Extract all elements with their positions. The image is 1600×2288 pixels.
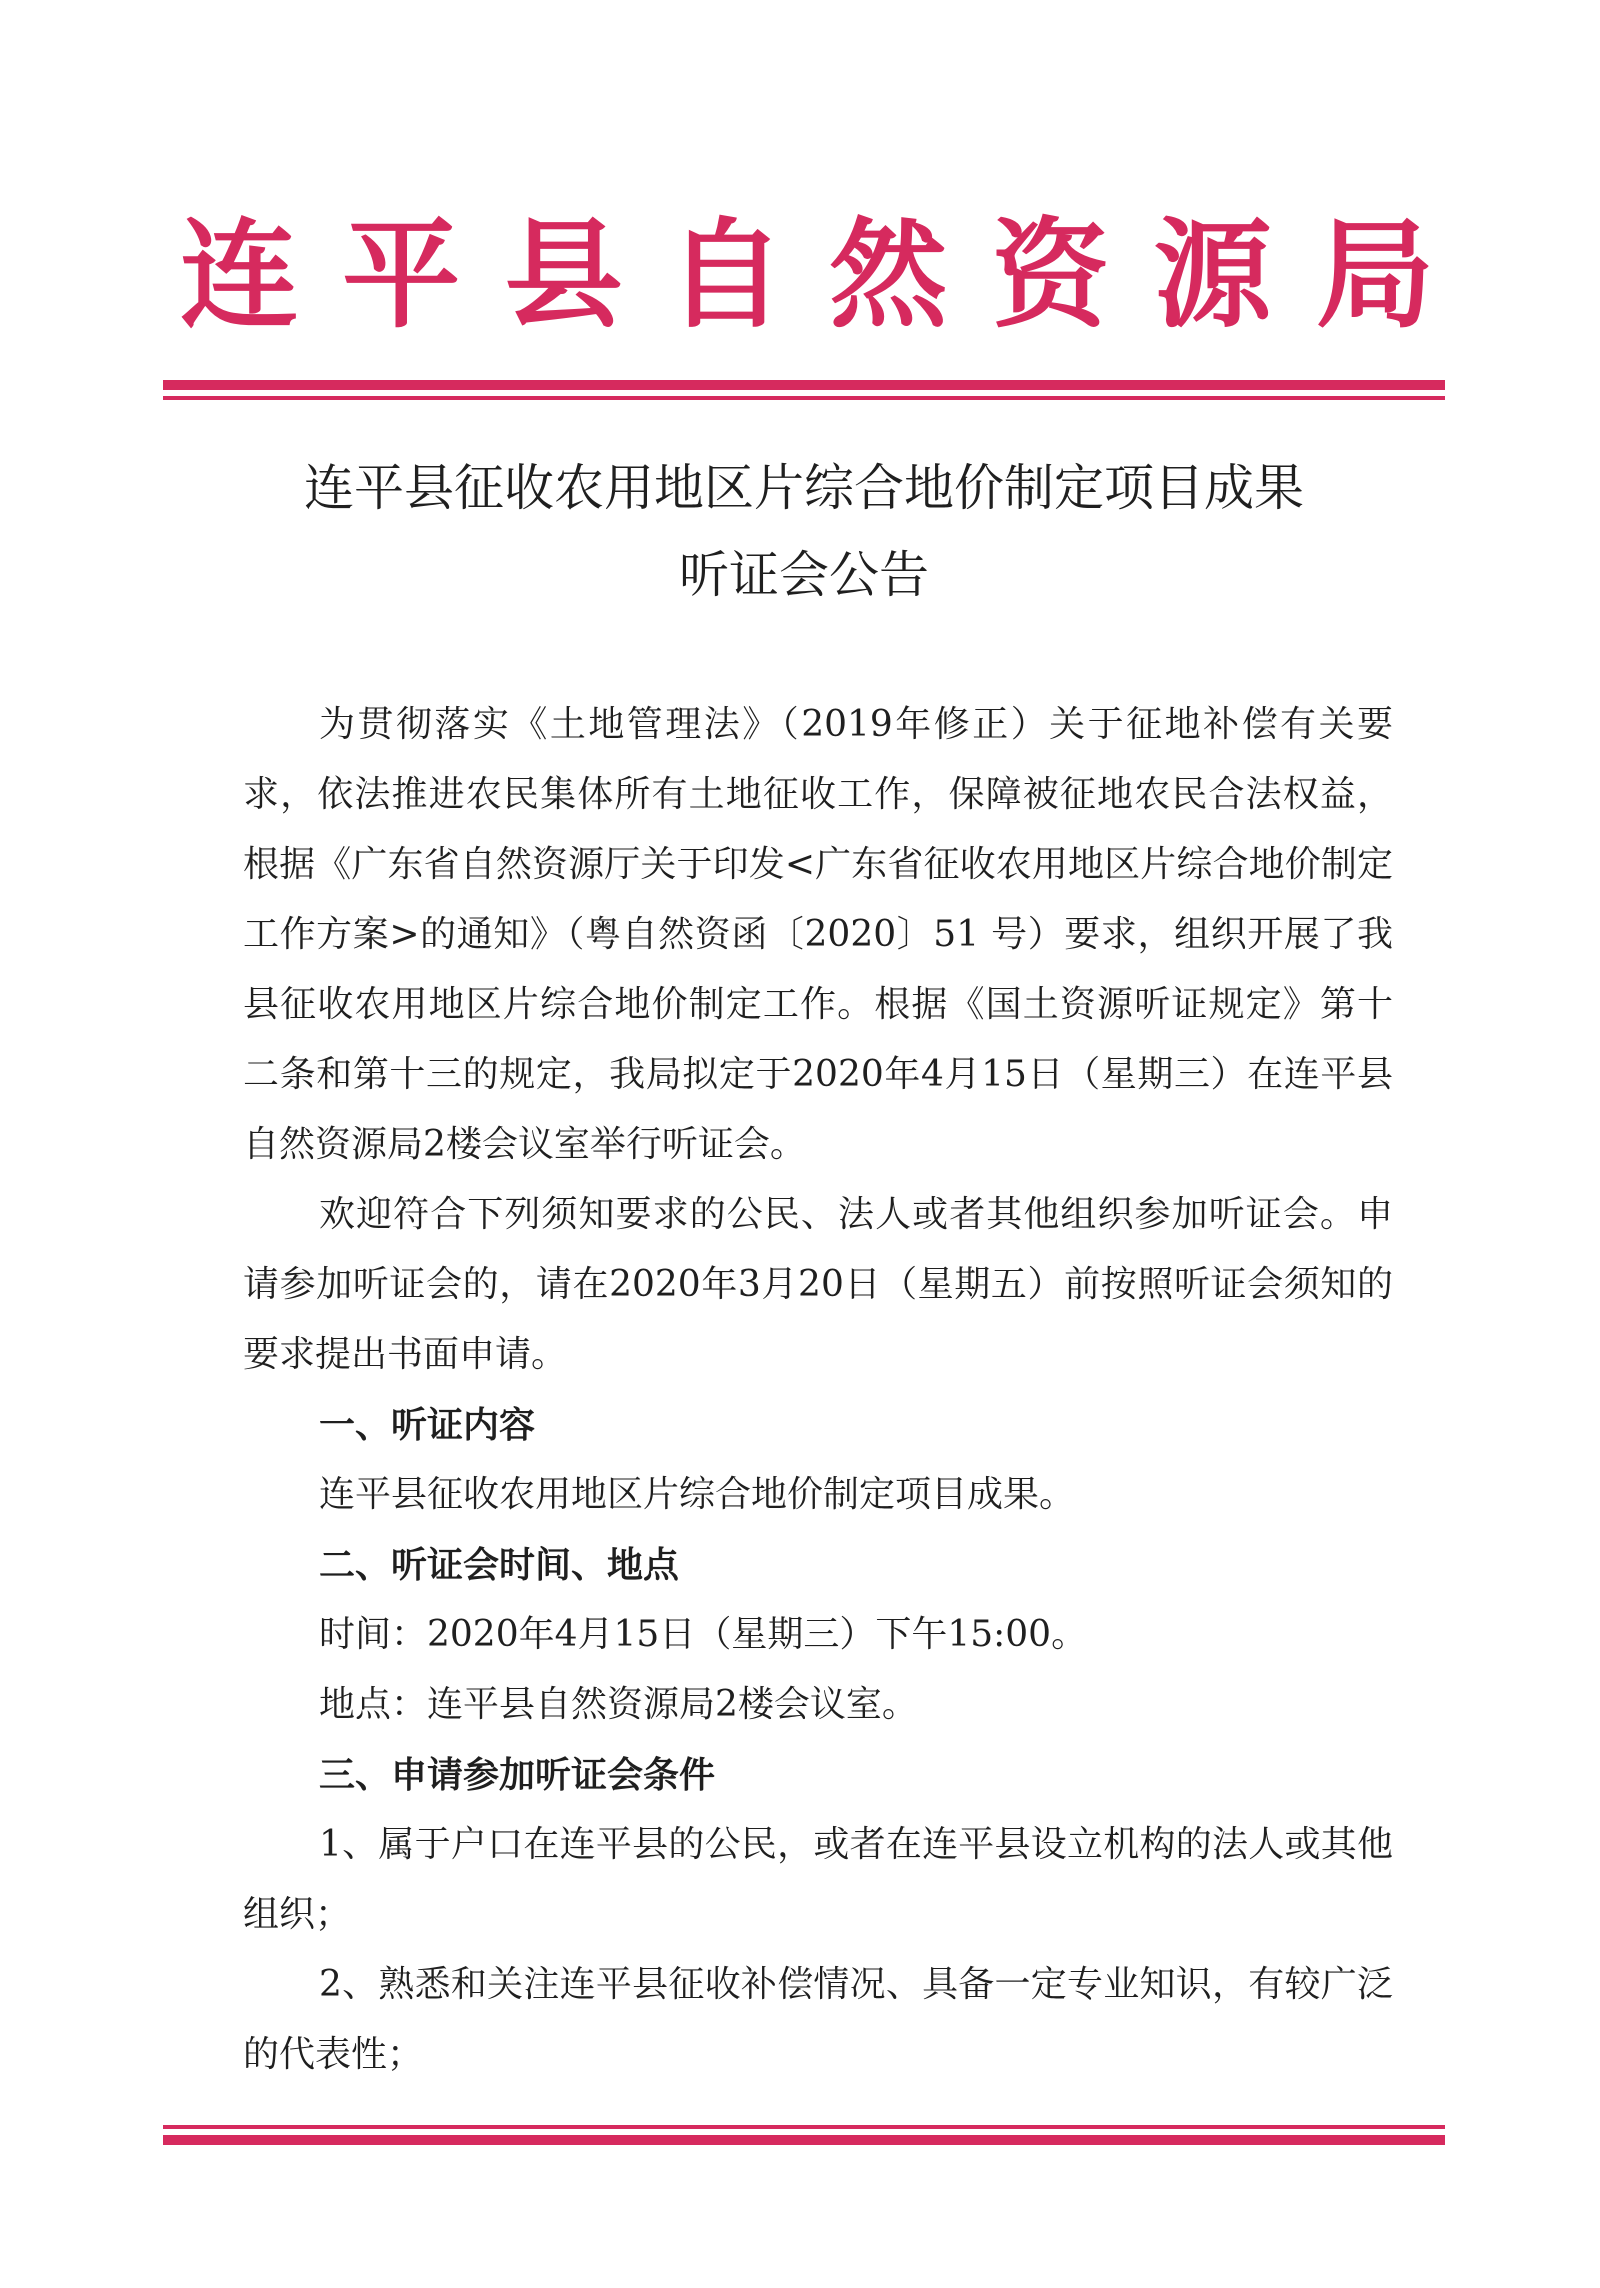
condition-2: 2、熟悉和关注连平县征收补偿情况、具备一定专业知识，有较广泛的代表性； <box>243 1964 1393 2075</box>
section-2-time: 时间：2020年4月15日（星期三）下午15:00。 <box>319 1614 1088 1655</box>
condition-1: 1、属于户口在连平县的公民，或者在连平县设立机构的法人或其他组织； <box>243 1824 1393 1935</box>
footer-red-rule-thin <box>163 2125 1445 2129</box>
document-title-line-1: 连平县征收农用地区片综合地价制定项目成果 <box>304 459 1304 517</box>
section-1-text: 连平县征收农用地区片综合地价制定项目成果。 <box>319 1474 1076 1515</box>
section-1-heading: 一、听证内容 <box>319 1404 536 1446</box>
intro-paragraph: 为贯彻落实《土地管理法》（2019年修正）关于征地补偿有关要求，依法推进农民集体所有土地征收工作，保障被征地农民合法权益，根据《广东省自然资源厅关于印发<广东省征收农用地区片综合地价制定工作方案>的通知》（粤自然资函〔2020〕51 号）要求，组织开展了我县征收农用地区片综合地价制定工作。根据《国土资源听证规定》第十二条和第十三的规定，我局拟定于2020年4月15日（星期三）在连平县自然资源局2楼会议室举行听证会。 <box>243 704 1393 1165</box>
header-red-rule-thin <box>163 396 1445 400</box>
section-2-place: 地点：连平县自然资源局2楼会议室。 <box>319 1684 918 1725</box>
org-header: 连平县自然资源局 <box>180 205 1440 344</box>
section-3-heading: 三、申请参加听证会条件 <box>319 1754 716 1796</box>
document-title-line-2: 听证会公告 <box>679 546 929 604</box>
section-2-heading: 二、听证会时间、地点 <box>319 1544 680 1586</box>
footer-red-rule-thick <box>163 2135 1445 2145</box>
welcome-paragraph: 欢迎符合下列须知要求的公民、法人或者其他组织参加听证会。申请参加听证会的，请在2020年3月20日（星期五）前按照听证会须知的要求提出书面申请。 <box>243 1194 1393 1375</box>
document-body <box>243 690 1393 2090</box>
header-red-rule-thick <box>163 380 1445 390</box>
